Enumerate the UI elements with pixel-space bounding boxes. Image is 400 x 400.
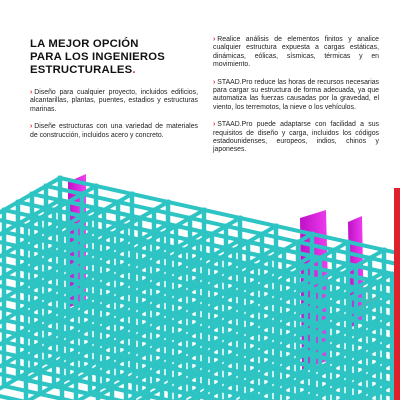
frame-member	[118, 202, 154, 210]
structural-frame-illustration	[0, 170, 400, 400]
frame-member	[90, 394, 126, 400]
chevron-right-icon: ›	[30, 89, 33, 96]
left-column	[30, 38, 198, 140]
frame-member	[190, 218, 226, 226]
frame-member	[96, 186, 132, 194]
frame-member	[204, 210, 240, 218]
frame-member	[0, 394, 26, 400]
frame-member	[82, 194, 118, 202]
frame-member	[132, 194, 168, 202]
frame-member	[240, 218, 276, 226]
headline-line-3: ESTRUCTURALES.	[30, 64, 136, 76]
frame-member	[54, 386, 90, 394]
chevron-right-icon: ›	[213, 121, 216, 129]
frame-member	[0, 386, 4, 394]
frame-member	[40, 394, 76, 400]
frame-member	[154, 210, 190, 218]
frame-member	[262, 234, 298, 242]
accent-bar	[394, 188, 400, 400]
frame-member	[18, 378, 54, 386]
bullet-item: › Diseño para cualquier proyecto, incluidos edificios, alcantarillas, plantas, puentes, estadios y estructuras marinas.	[30, 89, 198, 113]
chevron-right-icon: ›	[30, 123, 33, 131]
frame-member	[168, 202, 204, 210]
bullet-item: › Realice análisis de elementos finitos y analice cualquier estructura expuesta a cargas estáticas, dinámicas, eólicas, sísmicas, térmicas y en movimiento.	[213, 36, 379, 69]
chevron-right-icon: ›	[213, 36, 216, 43]
headline	[30, 38, 198, 77]
bullet-item: › Diseñe estructuras con una variedad de materiales de construcción, incluidos acero y concreto.	[30, 123, 198, 139]
headline-line-1: LA MEJOR OPCIÓN	[30, 38, 139, 50]
headline-dot: .	[132, 64, 136, 76]
chevron-right-icon: ›	[213, 78, 216, 86]
left-bullet-list	[30, 89, 198, 140]
frame-member	[226, 226, 262, 234]
frame-member	[4, 386, 40, 394]
right-column	[213, 36, 379, 155]
headline-line-2: PARA LOS INGENIEROS	[30, 51, 165, 63]
cyan-frame-grid	[0, 178, 400, 400]
bullet-item: › STAAD.Pro puede adaptarse con facilidad a sus requisitos de diseño y carga, incluidos los códigos estadounidenses, europeos, indios, chinos y japoneses.	[213, 121, 379, 154]
bullet-item: › STAAD.Pro reduce las horas de recursos necesarias para cargar su estructura de forma adecuada, ya que automatiza las fuerzas causadas por la gravedad, el viento, los terremotos, la nieve o los vehículos.	[213, 78, 379, 111]
